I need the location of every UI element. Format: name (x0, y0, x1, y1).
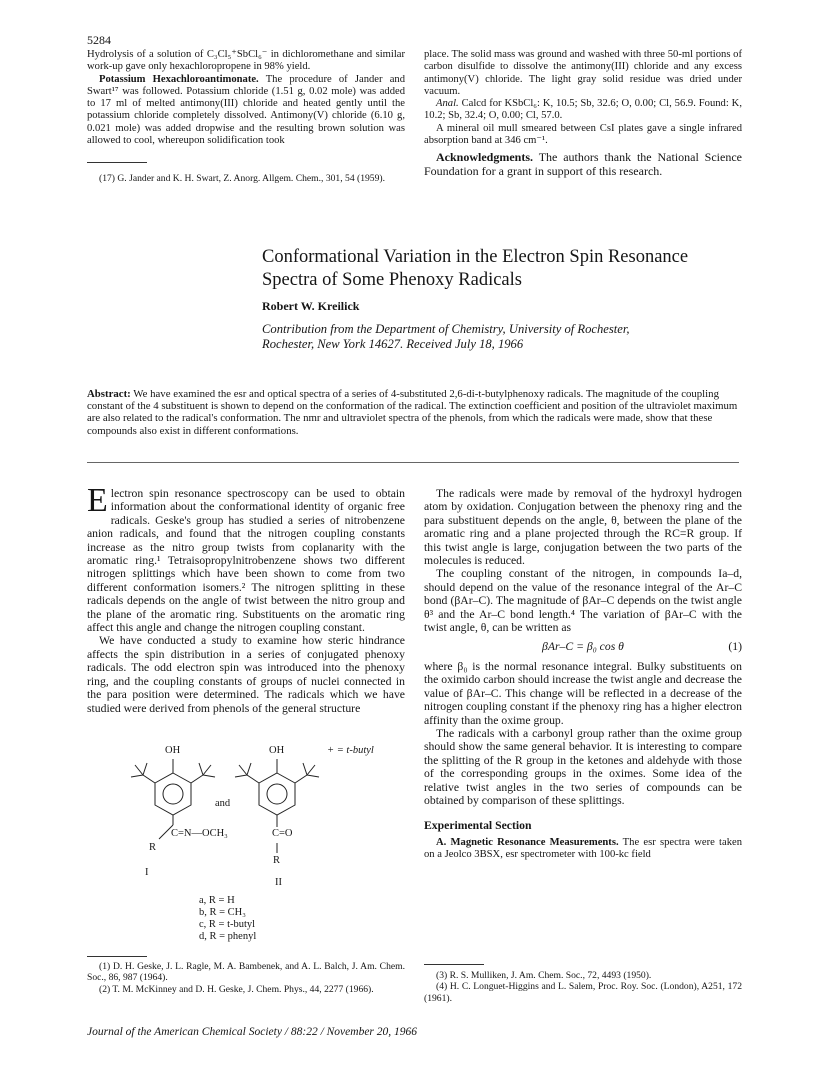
tbutyl-legend: + = t-butyl (327, 745, 374, 756)
page-number: 5284 (87, 33, 111, 47)
anal-text: Calcd for KSbCl₆: K, 10.5; Sb, 32.6; O, 0.00; Cl, 56.9. Found: K, 10.2; Sb, 32.4; O, 0.00; Cl, 57.0. (424, 98, 742, 122)
ack-text: The authors thank the National Science Foundation for a grant in support of this research. (424, 150, 742, 179)
top-left-column (87, 49, 405, 147)
coupling-paragraph: The coupling constant of the nitrogen, in compounds Ia–d, should depend on the value of the resonance integral of the Ar–C bond (βAr–C). The magnitude of βAr–C depends on the twist angle θ³ and the Ar–C bond length.⁴ The variation of βAr–C with the twist angle, θ, can be written as (424, 567, 742, 635)
s1-ring-circle (163, 784, 183, 804)
and-text: and (215, 798, 231, 809)
experimental-heading: Experimental Section (424, 819, 532, 833)
s1-tbutyl-left (143, 775, 155, 783)
structure-2-substituent: C=O (272, 828, 293, 839)
top-right-p2 (424, 98, 742, 123)
structure-2-r: R (273, 855, 281, 866)
top-right-p1: place. The solid mass was ground and washed with three 50-ml portions of carbon disulfide to dissolve the antimony(III) chloride and any excess antimony(V) chloride. The light gray solid residue was dried under vacuum. (424, 49, 742, 97)
structure-2-oh: OH (269, 745, 285, 756)
footnote-17 (87, 173, 405, 184)
drop-cap: E (87, 482, 108, 519)
affiliation-line-2: Rochester, New York 14627. Received July 18, 1966 (262, 337, 524, 351)
top-left-p2 (87, 74, 405, 148)
abstract-text: We have examined the esr and optical spectra of a series of 4-substituted 2,6-di-t-butylphenoxy radicals. The magnitude of the coupling constant of the 4 substituent is shown to depend on the conformation of the radical. The extinction coefficient and position of the ultraviolet maximum are also related to the radical's conformation. The nmr and ultraviolet spectra of the phenols, from which the radicals were made, show that these compounds also exist in different conformations. (87, 388, 738, 437)
substituent-series (199, 895, 256, 943)
structure-1-substituent: C=N—OCH₃ (171, 828, 228, 839)
article-title (262, 246, 688, 292)
body-right-column (424, 487, 742, 861)
author: Robert W. Kreilick (262, 299, 360, 313)
top-right-p3: A mineral oil mull smeared between CsI plates gave a single infrared absorption band at 346 cm⁻¹. (424, 122, 742, 147)
s2-ring-circle (267, 784, 287, 804)
magnetic-resonance-text: The esr spectra were taken on a Jeolco 3BSX, esr spectrometer with 100-kc field (424, 836, 742, 861)
top-left-p2-text: The procedure of Jander and Swart¹⁷ was followed. Potassium chloride (1.51 g, 0.02 mole) was added to 17 ml of melted antimony(III) chloride and heated gently until the potassium chloride completely dissolved. Antimony(V) chloride (6.10 g, 0.021 mole) was added dropwise and the resulting brown solution was allowed to cool, whereupon solidification took (87, 73, 405, 147)
series-d: d, R = phenyl (199, 931, 257, 942)
equation-number: (1) (728, 640, 742, 654)
structure-drawing (87, 755, 417, 865)
affiliation (262, 322, 630, 352)
s1-ring (155, 773, 191, 815)
footnote-divider-top (87, 162, 147, 163)
acknowledgments (424, 150, 742, 178)
footnote-2: (2) T. M. McKinney and D. H. Geske, J. Chem. Phys., 44, 2277 (1966). (99, 983, 374, 995)
footnote-3: (3) R. S. Mulliken, J. Am. Chem. Soc., 72, 4493 (1950). (436, 970, 652, 981)
structure-1-oh: OH (165, 745, 181, 756)
series-a: a, R = H (199, 895, 235, 906)
intro-text: lectron spin resonance spectroscopy can be used to obtain information about the conformational identity of organic free radicals. Geske's group has studied a series of nitrobenzene anion radicals, and found that the nitrogen coupling constants increase as the nitro group twists from coplanarity with the aromatic ring.¹ Tetraisopropylnitrobenzene shows two different nitrogen splittings which have been shown to come from two different conformation isomers.² The nitrogen splitting in these radicals depends on the angle of twist between the nitro group and the plane of the aromatic ring. Substituents on the aromatic ring affect this angle and change the nitrogen coupling constant. (87, 487, 405, 635)
equation-1 (424, 634, 742, 659)
abstract-divider (87, 462, 739, 463)
footnote-divider-right (424, 964, 484, 965)
footnote-divider-left (87, 956, 147, 957)
footnote-17-text: (17) G. Jander and K. H. Swart, Z. Anorg. Allgem. Chem., 301, 54 (1959). (99, 173, 385, 184)
top-right-column (424, 49, 742, 178)
radicals-paragraph: The radicals were made by removal of the hydroxyl hydrogen atom by oxidation. Conjugation between the phenoxy ring and the para substituent depends on the angle, θ, between the plane of the aromatic ring and a plane projected through the RC=R group. If this twist angle is large, conjugation between the two parts of the molecules is reduced. (424, 487, 742, 568)
s1-tbutyl-right (191, 775, 203, 783)
chemical-structures (87, 745, 417, 955)
ack-head: Acknowledgments. (436, 150, 534, 165)
footnote-1: (1) D. H. Geske, J. L. Ragle, M. A. Bambenek, and A. L. Balch, J. Am. Chem. Soc., 86, 987 (1964). (87, 961, 405, 984)
footnote-4: (4) H. C. Longuet-Higgins and L. Salem, Proc. Roy. Soc. (London), A251, 172 (1961). (424, 981, 742, 1004)
affiliation-line-1: Contribution from the Department of Chemistry, University of Rochester, (262, 322, 630, 336)
top-left-p1: Hydrolysis of a solution of C₃Cl₅⁺SbCl₆⁻ in dichloromethane and similar work-up gave only hexachloropropene in 98% yield. (87, 49, 405, 73)
structure-1-label: I (145, 867, 149, 878)
right-footnotes (424, 970, 742, 1004)
series-b: b, R = CH₃ (199, 907, 246, 918)
top-left-p2-head: Potassium Hexachloroantimonate. (99, 73, 259, 85)
magnetic-resonance-paragraph (424, 837, 742, 862)
series-c: c, R = t-butyl (199, 919, 256, 930)
body-left-column (87, 482, 405, 715)
journal-footer: Journal of the American Chemical Society / 88:22 / November 20, 1966 (87, 1026, 418, 1038)
abstract-label: Abstract: (87, 388, 131, 400)
intro-paragraph (87, 482, 405, 635)
left-footnotes (87, 961, 405, 995)
study-paragraph: We have conducted a study to examine how steric hindrance affects the spin distribution in a series of conjugated phenoxy radicals. The odd electron spin was introduced into the phenoxy ring, and the coupling constants of groups of nuclei connected in the para position were determined. The radicals which we have studied were derived from phenols of the general structure (87, 634, 405, 715)
structure-1-r: R (149, 842, 157, 853)
structure-2-label: II (275, 877, 282, 888)
carbonyl-paragraph: The radicals with a carbonyl group rather than the oxime group should show the same general behavior. It is interesting to compare the splitting of the R group in the ketones and aldehyde with those of the corresponding groups in the oximes. Some idea of the relative twist angles in the two series of compounds can be obtained by comparison of these splittings. (424, 726, 742, 807)
magnetic-resonance-head: A. Magnetic Resonance Measurements. (436, 836, 619, 848)
title-line-2: Spectra of Some Phenoxy Radicals (262, 270, 522, 290)
abstract (87, 388, 739, 437)
anal-head: Anal. (436, 98, 459, 110)
s2-ring (259, 773, 295, 815)
title-line-1: Conformational Variation in the Electron Spin Resonance (262, 247, 689, 267)
resonance-paragraph: where β₀ is the normal resonance integral. Bulky substituents on the oximido carbon should increase the twist angle and decrease the value of βAr–C. This change will be reflected in a decrease of the nitrogen coupling constant if the phenoxy ring has a higher electron affinity than the oxime group. (424, 659, 742, 727)
equation-text: βAr–C = β₀ cos θ (542, 640, 624, 654)
